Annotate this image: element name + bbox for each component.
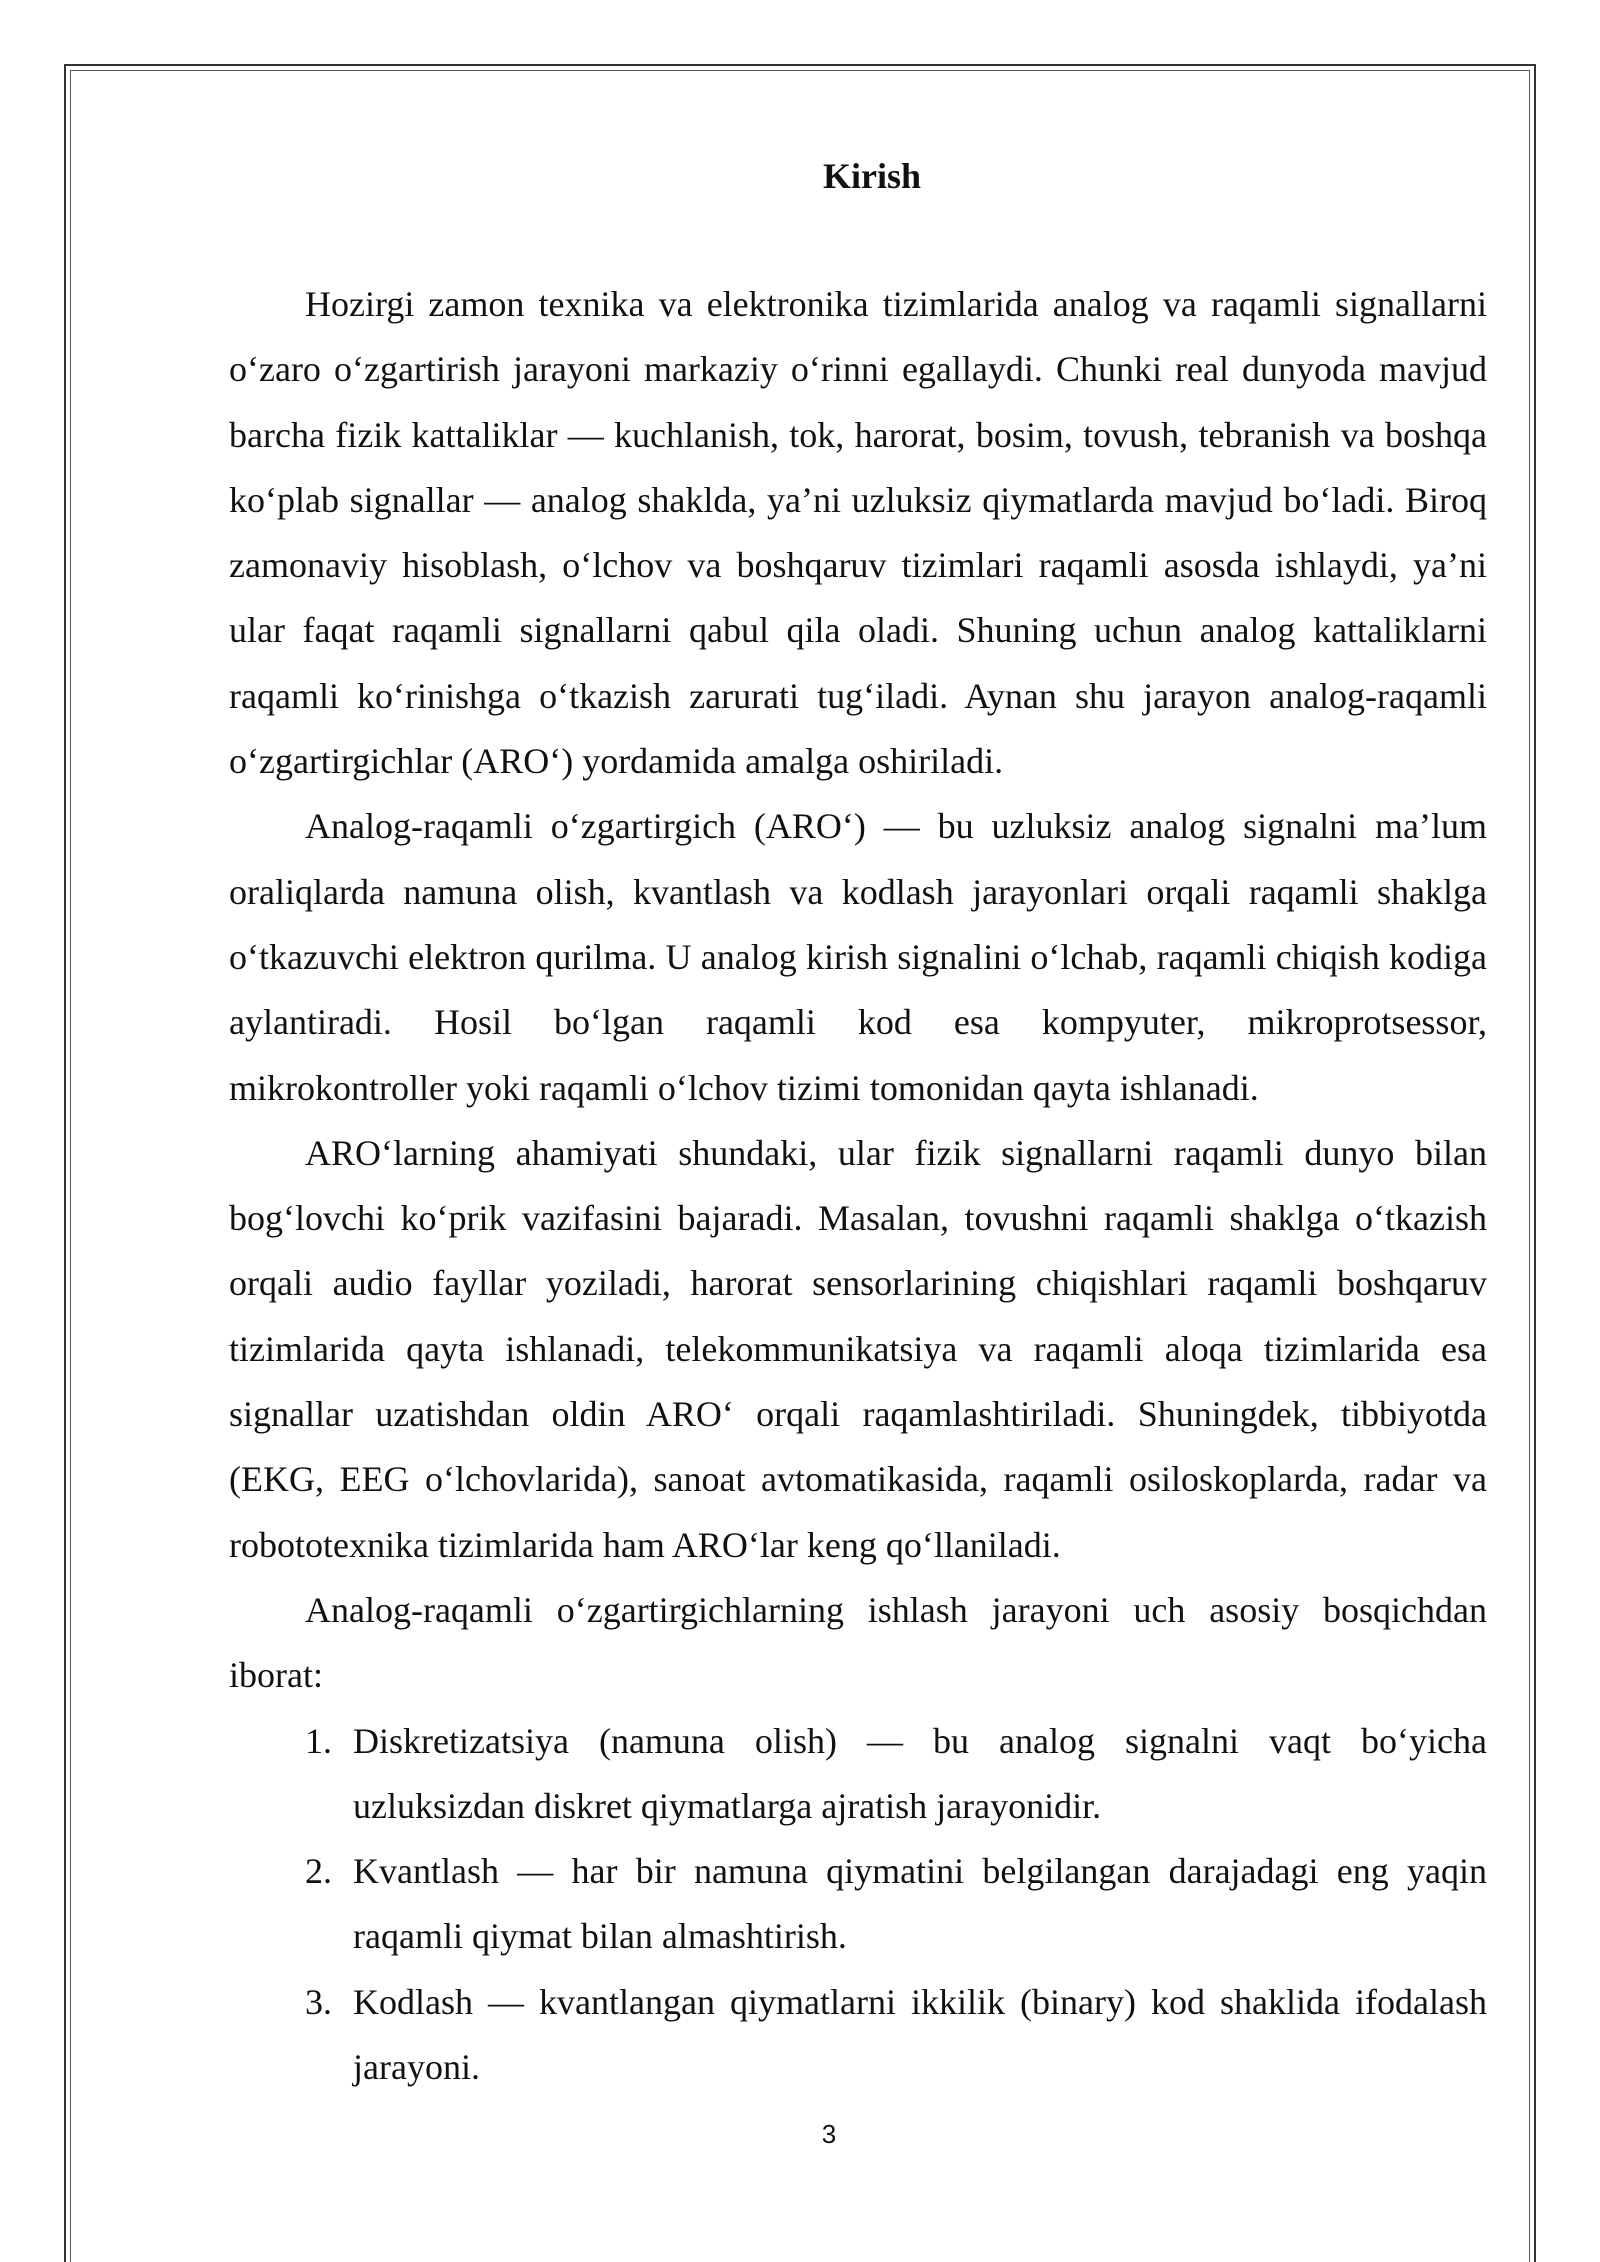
list-item-number: 2.: [305, 1851, 332, 1892]
list-item: [229, 1709, 1487, 1840]
list-item-number: 3.: [305, 1981, 332, 2022]
list-item-number: 1.: [305, 1720, 332, 1761]
list-item-text: Kodlash — kvantlangan qiymatlarni ikkilik (binary) kod shaklida ifodalash jarayoni.: [353, 1981, 1487, 2088]
list-item-text: Diskretizatsiya (namuna olish) — bu analog signalni vaqt bo‘yicha uzluksizdan diskret qiymatlarga ajratish jarayonidir.: [353, 1720, 1487, 1826]
section-title: Kirish: [822, 156, 921, 196]
page-content: [229, 140, 1487, 2100]
paragraph-aro-definition: Analog-raqamli o‘zgartirgich (ARO‘) — bu uzluksiz analog signalni ma’lum oraliqlarda namuna olish, kvantlash va kodlash jarayonlari orqali raqamli shaklga o‘tkazuvchi elektron qurilma. U analog kirish signalini o‘lchab, raqamli chiqish kodiga aylantiradi. Hosil bo‘lgan raqamli kod esa kompyuter, mikroprotsessor, mikrokontroller yoki raqamli o‘lchov tizimi tomonidan qayta ishlanadi.: [229, 806, 1487, 1108]
list-item: [229, 1970, 1487, 2101]
list-item: [229, 1839, 1487, 1970]
paragraph-stages-intro: Analog-raqamli o‘zgartirgichlarning ishlash jarayoni uch asosiy bosqichdan iborat:: [229, 1589, 1487, 1696]
list-item-text: Kvantlash — har bir namuna qiymatini belgilangan darajadagi eng yaqin raqamli qiymat bilan almashtirish.: [353, 1851, 1487, 1957]
page-number: 3: [821, 2119, 837, 2149]
paragraph-aro-importance: ARO‘larning ahamiyati shundaki, ular fizik signallarni raqamli dunyo bilan bog‘lovchi ko‘prik vazifasini bajaradi. Masalan, tovushni raqamli shaklga o‘tkazish orqali audio fayllar yoziladi, harorat sensorlarining chiqishlari raqamli boshqaruv tizimlarida qayta ishlanadi, telekommunikatsiya va raqamli aloqa tizimlarida esa signallar uzatishdan oldin ARO‘ orqali raqamlashtiriladi. Shuningdek, tibbiyotda (EKG, EEG o‘lchovlarida), sanoat avtomatikasida, raqamli osiloskoplarda, radar va robototexnika tizimlarida ham ARO‘lar keng qo‘llaniladi.: [229, 1132, 1487, 1565]
paragraph-intro: Hozirgi zamon texnika va elektronika tizimlarida analog va raqamli signallarni o‘zaro o‘zgartirish jarayoni markaziy o‘rinni egallaydi. Chunki real dunyoda mavjud barcha fizik kattaliklar — kuchlanish, tok, harorat, bosim, tovush, tebranish va boshqa ko‘plab signallar — analog shaklda, ya’ni uzluksiz qiymatlarda mavjud bo‘ladi. Biroq zamonaviy hisoblash, o‘lchov va boshqaruv tizimlari raqamli asosda ishlaydi, ya’ni ular faqat raqamli signallarni qabul qila oladi. Shuning uchun analog kattaliklarni raqamli ko‘rinishga o‘tkazish zarurati tug‘iladi. Aynan shu jarayon analog-raqamli o‘zgartirgichlar (ARO‘) yordamida amalga oshiriladi.: [229, 284, 1487, 782]
stages-list: [229, 1709, 1487, 2101]
